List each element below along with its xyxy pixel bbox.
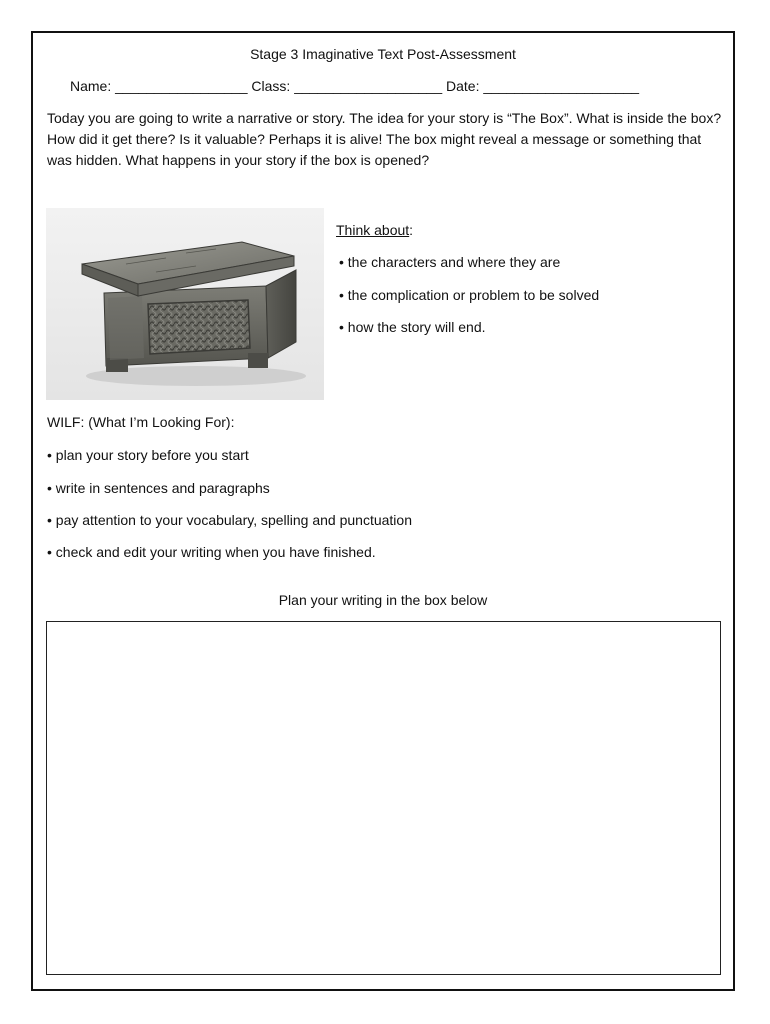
student-details-line <box>70 78 639 94</box>
date-label: Date: <box>446 78 480 94</box>
class-field[interactable]: ___________________ <box>294 78 443 94</box>
wilf-item-plan: • plan your story before you start <box>47 447 249 463</box>
think-about-label: Think about <box>336 222 410 238</box>
wilf-item-vocabulary: • pay attention to your vocabulary, spelling and punctuation <box>47 512 412 528</box>
think-item-complication: • the complication or problem to be solved <box>339 287 600 303</box>
page-title: Stage 3 Imaginative Text Post-Assessment <box>250 46 516 62</box>
stone-box-image <box>46 208 324 400</box>
wilf-heading: WILF: (What I’m Looking For): <box>47 414 235 430</box>
intro-paragraph: Today you are going to write a narrative or story. The idea for your story is “The Box”. What is inside the box? How did it get there? Is it valuable? Perhaps it is alive! The box might reveal a message or something that was hidden. What happens in your story if the box is opened? <box>47 110 722 168</box>
wilf-item-sentences: • write in sentences and paragraphs <box>47 480 270 496</box>
date-field[interactable]: ____________________ <box>483 78 640 94</box>
stone-box-illustration <box>46 208 324 400</box>
think-item-characters: • the characters and where they are <box>339 254 561 270</box>
plan-caption: Plan your writing in the box below <box>278 592 488 608</box>
name-field[interactable]: _________________ <box>115 78 248 94</box>
think-item-ending: • how the story will end. <box>339 319 486 335</box>
plan-writing-box[interactable] <box>46 621 721 975</box>
think-about-colon: : <box>409 222 414 238</box>
name-label: Name: <box>70 78 112 94</box>
wilf-item-edit: • check and edit your writing when you have finished. <box>47 544 376 560</box>
think-about-heading <box>336 222 413 238</box>
class-label: Class: <box>251 78 291 94</box>
